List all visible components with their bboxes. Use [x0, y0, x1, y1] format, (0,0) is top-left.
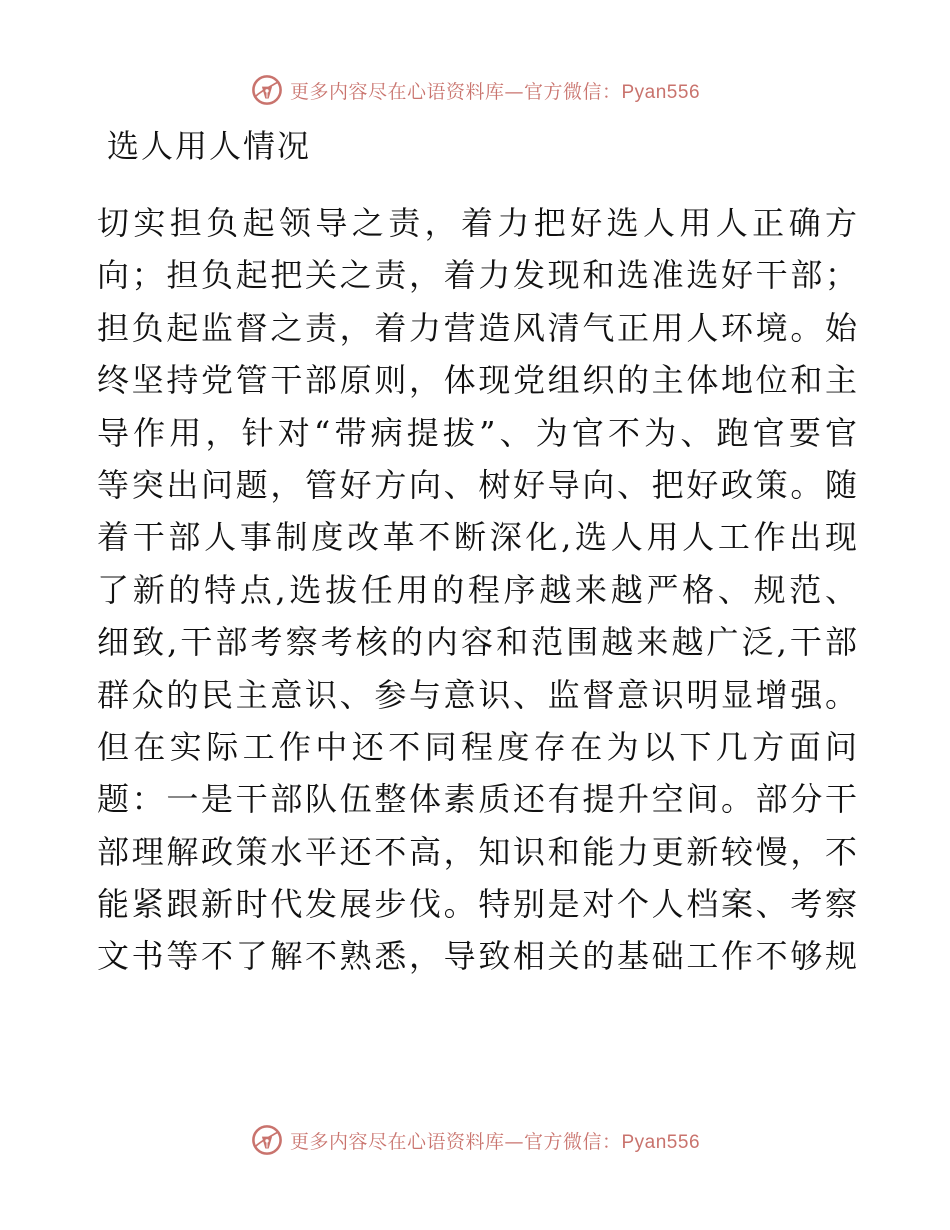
footer-wechat: 官方微信：Pyan556	[524, 1131, 701, 1153]
header-separator: —	[504, 80, 524, 103]
footer-brand-text	[290, 1127, 700, 1154]
body-line-10: 群众的民主意识、参与意识、监督意识明显增强。	[97, 675, 857, 714]
body-line-15: 文书等不了解不熟悉，导致相关的基础工作不够规	[97, 937, 857, 976]
header-banner-inner	[250, 73, 700, 107]
header-banner	[0, 70, 950, 110]
body-line-2: 向；担负起把关之责，着力发现和选准选好干部；	[97, 256, 857, 295]
pen-nib-logo-icon	[250, 73, 284, 107]
body-line-7: 着干部人事制度改革不断深化,选人用人工作出现	[97, 518, 857, 557]
body-line-9: 细致,干部考察考核的内容和范围越来越广泛,干部	[97, 623, 857, 662]
body-line-12: 题：一是干部队伍整体素质还有提升空间。部分干	[97, 780, 857, 819]
header-wechat: 官方微信：Pyan556	[524, 81, 701, 103]
body-line-4: 终坚持党管干部原则，体现党组织的主体地位和主	[97, 361, 857, 400]
body-line-8: 了新的特点,选拔任用的程序越来越严格、规范、	[97, 570, 857, 609]
document-body	[97, 197, 857, 983]
body-line-3: 担负起监督之责，着力营造风清气正用人环境。始	[97, 308, 857, 347]
body-line-14: 能紧跟新时代发展步伐。特别是对个人档案、考察	[97, 885, 857, 924]
header-brand-text	[290, 77, 700, 104]
footer-brand: 更多内容尽在心语资料库	[289, 1130, 505, 1153]
footer-separator: —	[504, 1130, 524, 1153]
body-line-1: 切实担负起领导之责，着力把好选人用人正确方	[97, 204, 857, 242]
body-line-5: 导作用，针对“带病提拔”、为官不为、跑官要官	[97, 413, 857, 452]
footer-banner	[0, 1120, 950, 1160]
pen-nib-logo-icon	[250, 1123, 284, 1157]
body-line-11: 但在实际工作中还不同程度存在为以下几方面问	[97, 727, 857, 766]
header-brand: 更多内容尽在心语资料库	[289, 80, 505, 103]
footer-banner-inner	[250, 1123, 700, 1157]
body-line-6: 等突出问题，管好方向、树好导向、把好政策。随	[97, 465, 857, 504]
document-title: 选人用人情况	[107, 127, 312, 165]
body-line-13: 部理解政策水平还不高，知识和能力更新较慢，不	[97, 832, 857, 871]
